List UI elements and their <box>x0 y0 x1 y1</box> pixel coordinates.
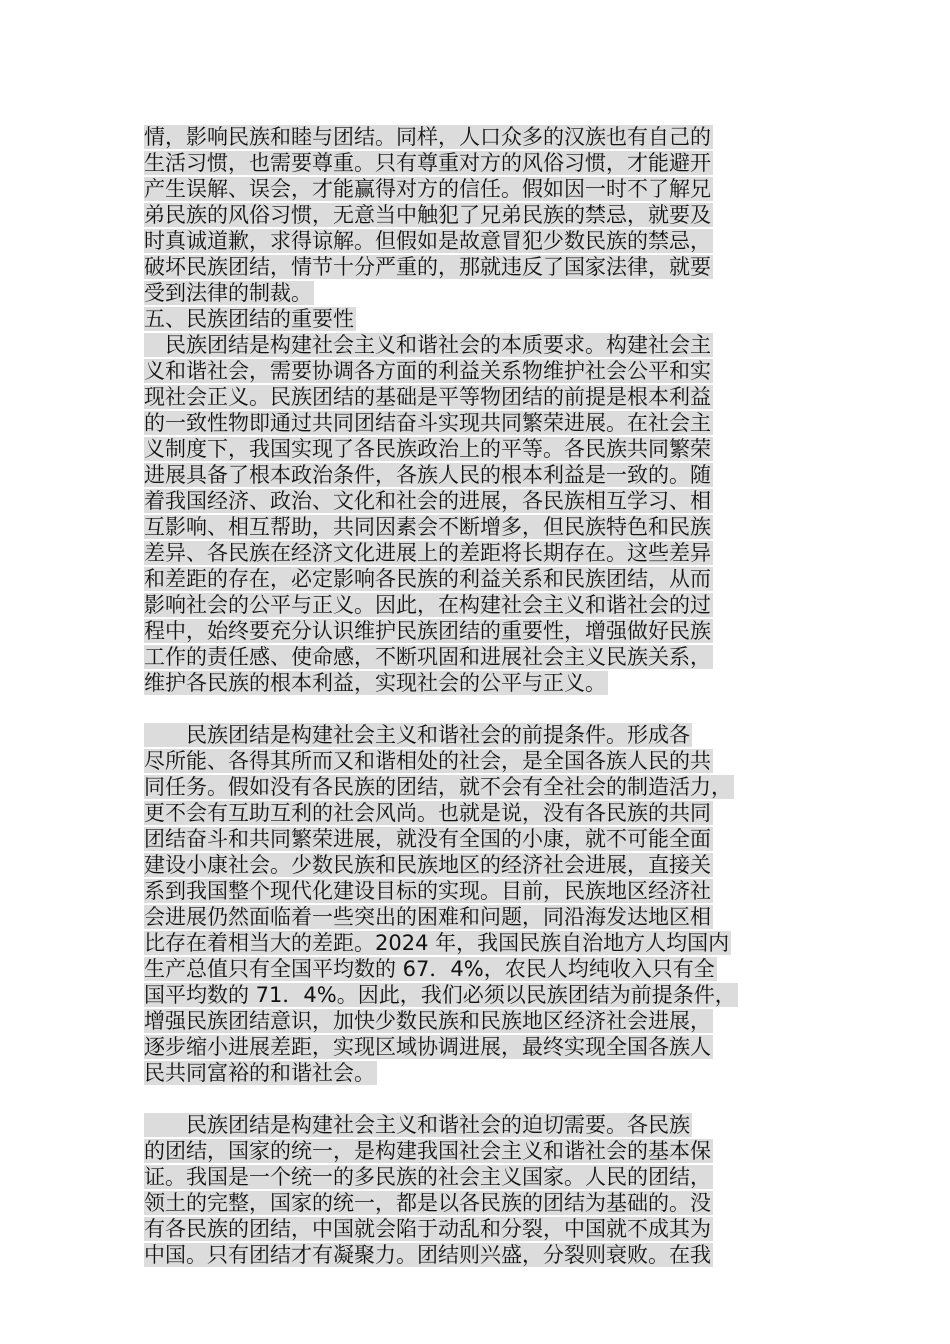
text-line: 情，影响民族和睦与团结。同样，人口众多的汉族也有自己的 <box>144 125 711 149</box>
text-line: 逐步缩小进展差距，实现区域协调进展，最终实现全国各族人 <box>144 1035 711 1059</box>
text-line: 互影响、相互帮助，共同因素会不断增多，但民族特色和民族 <box>144 515 711 539</box>
text-line: 破坏民族团结，情节十分严重的，那就违反了国家法律，就要 <box>144 255 711 279</box>
text-line: 领土的完整，国家的统一，都是以各民族的团结为基础的。没 <box>144 1191 711 1215</box>
text-line: 影响社会的公平与正义。因此，在构建社会主义和谐社会的过 <box>144 593 711 617</box>
text-line: 尽所能、各得其所而又和谐相处的社会，是全国各族人民的共 <box>144 749 711 773</box>
text-line: 产生误解、误会，才能赢得对方的信任。假如因一时不了解兄 <box>144 177 711 201</box>
text-line: 证。我国是一个统一的多民族的社会主义国家。人民的团结， <box>144 1165 711 1189</box>
text-line: 维护各民族的根本利益，实现社会的公平与正义。 <box>144 671 606 695</box>
text-line: 进展具备了根本政治条件，各族人民的根本利益是一致的。随 <box>144 463 711 487</box>
paragraph-essential-requirement <box>144 332 814 696</box>
paragraph-customs <box>144 124 814 306</box>
text-line: 的团结，国家的统一，是构建我国社会主义和谐社会的基本保 <box>144 1139 711 1163</box>
text-line: 民族团结是构建社会主义和谐社会的迫切需要。各民族 <box>144 1113 690 1137</box>
text-line: 时真诚道歉，求得谅解。但假如是故意冒犯少数民族的禁忌， <box>144 229 711 253</box>
text-line: 生活习惯，也需要尊重。只有尊重对方的风俗习惯，才能避开 <box>144 151 711 175</box>
text-line: 同任务。假如没有各民族的团结，就不会有全社会的制造活力， <box>144 775 732 799</box>
text-line: 着我国经济、政治、文化和社会的进展，各民族相互学习、相 <box>144 489 711 513</box>
text-line: 更不会有互助互利的社会风尚。也就是说，没有各民族的共同 <box>144 801 711 825</box>
text-line: 系到我国整个现代化建设目标的实现。目前，民族地区经济社 <box>144 879 711 903</box>
text-line: 民族团结是构建社会主义和谐社会的本质要求。构建社会主 <box>144 333 711 357</box>
text-line: 增强民族团结意识，加快少数民族和民族地区经济社会进展， <box>144 1009 711 1033</box>
blank-line <box>144 696 814 722</box>
text-line: 和差距的存在，必定影响各民族的利益关系和民族团结，从而 <box>144 567 711 591</box>
document-body <box>144 124 814 1268</box>
text-line: 比存在着相当大的差距。2024 年，我国民族自治地方人均国内 <box>144 931 730 955</box>
text-line: 民共同富裕的和谐社会。 <box>144 1061 375 1085</box>
paragraph-precondition <box>144 722 814 1086</box>
text-line: 团结奋斗和共同繁荣进展，就没有全国的小康，就不可能全面 <box>144 827 711 851</box>
text-line: 弟民族的风俗习惯，无意当中触犯了兄弟民族的禁忌，就要及 <box>144 203 711 227</box>
text-line: 国平均数的 71．4%。因此，我们必须以民族团结为前提条件， <box>144 983 736 1007</box>
text-line: 受到法律的制裁。 <box>144 281 312 305</box>
text-line: 建设小康社会。少数民族和民族地区的经济社会进展，直接关 <box>144 853 711 877</box>
text-line: 义和谐社会，需要协调各方面的利益关系物维护社会公平和实 <box>144 359 711 383</box>
paragraph-urgent-need <box>144 1112 814 1268</box>
text-line: 的一致性物即通过共同团结奋斗实现共同繁荣进展。在社会主 <box>144 411 711 435</box>
text-line: 现社会正义。民族团结的基础是平等物团结的前提是根本利益 <box>144 385 711 409</box>
section-heading: 五、民族团结的重要性 <box>144 307 354 331</box>
text-line: 程中，始终要充分认识维护民族团结的重要性，增强做好民族 <box>144 619 711 643</box>
text-line: 工作的责任感、使命感，不断巩固和进展社会主义民族关系， <box>144 645 711 669</box>
text-line: 生产总值只有全国平均数的 67．4%，农民人均纯收入只有全 <box>144 957 715 981</box>
text-line: 会进展仍然面临着一些突出的困难和问题，同沿海发达地区相 <box>144 905 711 929</box>
text-line: 差异、各民族在经济文化进展上的差距将长期存在。这些差异 <box>144 541 711 565</box>
blank-line <box>144 1086 814 1112</box>
text-line: 义制度下，我国实现了各民族政治上的平等。各民族共同繁荣 <box>144 437 711 461</box>
text-line: 中国。只有团结才有凝聚力。团结则兴盛，分裂则衰败。在我 <box>144 1243 711 1267</box>
text-line: 民族团结是构建社会主义和谐社会的前提条件。形成各 <box>144 723 690 747</box>
text-line: 有各民族的团结，中国就会陷于动乱和分裂，中国就不成其为 <box>144 1217 711 1241</box>
